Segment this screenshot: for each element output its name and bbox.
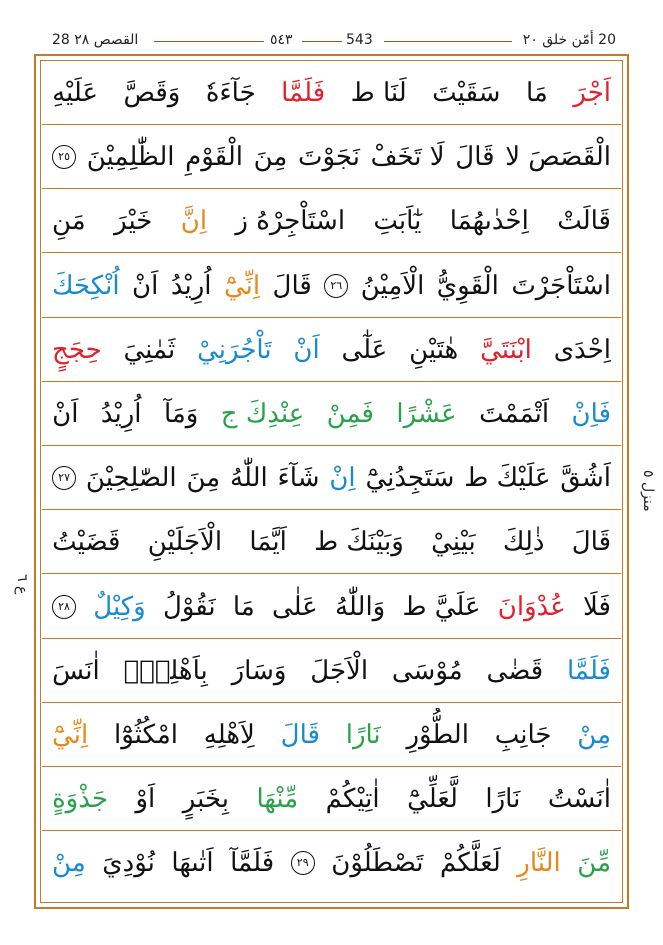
verse-word: مِنَ [186, 463, 221, 494]
verse-word: الْاَمِيْنُ [360, 270, 425, 301]
verse-line [42, 387, 621, 441]
verse-word: الْقَوِيُّ [436, 270, 499, 301]
verse-word: اُنْكِحَكَ [52, 270, 120, 301]
verse-word: اِحْدَى [553, 334, 611, 365]
verse-word: الْقَصَصَ لا [505, 142, 611, 173]
verse-word: امْكُثُوْٓا [113, 720, 178, 750]
verse-word: مَا [232, 591, 255, 622]
verse-word: مَا [525, 78, 548, 108]
verse-word: اَتْمَمْتَ [479, 399, 550, 429]
line-separator [42, 509, 621, 510]
verse-word: النَّارِ [517, 848, 561, 879]
line-separator [42, 252, 621, 253]
verse-line [42, 836, 621, 890]
line-separator [42, 766, 621, 767]
verse-word: مُوْسَى [391, 655, 463, 686]
line-separator [42, 445, 621, 446]
verse-line [42, 323, 621, 377]
verse-word: اَنْ [293, 334, 320, 365]
line-separator [42, 317, 621, 318]
verse-word: ذٰلِكَ [503, 527, 545, 558]
verse-word: وَقَصَّ [123, 78, 181, 108]
verse-word: فَلَمَّآ [230, 848, 275, 879]
verse-word: عَلَيْهِ [52, 78, 98, 108]
verse-word: بِاَهْلِهٖٓ [123, 655, 208, 686]
ayah-number-marker: ٢٨ [52, 595, 76, 619]
verse-word: عُدْوَانَ [497, 591, 566, 622]
ayah-number-marker: ٢٧ [52, 466, 76, 490]
verse-word: اِنِّيْٓ [223, 270, 261, 301]
verse-word: اَنْ [132, 270, 159, 301]
verse-word: اَشُقَّ [560, 463, 611, 494]
verse-word: اٰنَسْتُ [547, 784, 611, 815]
verse-word: مِنْ [52, 848, 86, 879]
ayah-number-marker: ٢٦ [324, 274, 348, 298]
verse-word: عِنْدِكَ ج [220, 399, 305, 429]
verse-word: الْاَجَلَ [310, 655, 369, 686]
line-separator [42, 830, 621, 831]
verse-word: وَاللّٰهُ [334, 591, 386, 622]
page-frame [34, 54, 629, 909]
line-separator [42, 124, 621, 125]
verse-word: عَلٰٓى [341, 334, 388, 365]
verse-word: الْاَجَلَيْنِ [147, 527, 223, 558]
verse-line [42, 194, 621, 248]
verse-word: الْقَوْمِ [185, 142, 243, 173]
verse-line [42, 130, 621, 184]
verse-word: مِنْ [577, 720, 611, 750]
verse-word: قَالَ [272, 270, 312, 301]
verse-word: قَالَ [455, 142, 495, 173]
juz-name: أمّن خلق ٢٠ [522, 32, 594, 48]
verse-word: بَيْنِيْ [431, 527, 476, 558]
verse-word: بِخَبَرٍ [182, 784, 229, 815]
verse-line [42, 66, 621, 120]
page-header [34, 30, 634, 52]
verse-word: نَجَوْتَ [298, 142, 360, 173]
verse-word: اِنِّيْٓ [52, 720, 89, 750]
verse-word: عَلَيَّ ط [402, 591, 481, 622]
verse-word: اَجْرَ [573, 78, 611, 108]
verse-word: فَمِنْ [326, 399, 374, 429]
verse-word: نُوْدِيَ [102, 848, 155, 879]
verse-word: فَلَمَّا [567, 655, 611, 686]
verse-word: وَكِيْلٌ [93, 591, 146, 622]
ruku-marker: ع ٦ [14, 574, 30, 595]
verse-word: الظّٰلِمِيْنَ [86, 142, 175, 173]
page-number: 543 [346, 32, 373, 48]
verse-word: نَقُوْلُ [162, 591, 216, 622]
verse-word: شَآءَ [277, 463, 320, 494]
verse-word: لَّعَلِّيْٓ [407, 784, 458, 815]
manzil-marker: منزل ٥ [640, 470, 656, 512]
header-rule-center [302, 41, 342, 42]
header-rule-left [154, 41, 264, 42]
verse-word: اَتٰىهَا [171, 848, 214, 879]
verse-word: مِنَ [253, 142, 288, 173]
verse-word: نَارًا [485, 784, 521, 815]
line-separator [42, 188, 621, 189]
verse-word: جَآءَهٗ [205, 78, 256, 108]
verse-word: مِّنْهَا [256, 784, 299, 815]
verse-word: لِاَهْلِهِ [203, 720, 255, 750]
verse-word: اٰنَسَ [52, 655, 100, 686]
verse-word: مَنِ [52, 206, 86, 237]
ayah-number-marker: ٢٩ [291, 851, 315, 875]
verse-word: اُرِيْدُ [100, 399, 142, 429]
line-separator [42, 702, 621, 703]
verse-word: هٰتَيْنِ [409, 334, 459, 365]
verse-line [42, 515, 621, 569]
verse-word: يٰٓاَبَتِ [373, 206, 422, 237]
line-separator [42, 381, 621, 382]
verse-word: قَضَيْتُ [52, 527, 121, 558]
surah-number: 28 [52, 32, 70, 48]
verse-word: وَسَارَ [231, 655, 287, 686]
verse-word: اَنْ [52, 399, 79, 429]
surah-name: القصص ٢٨ [74, 32, 139, 48]
verse-word: جَانِبِ [494, 720, 552, 750]
verse-word: اٰتِيْكُمْ [325, 784, 380, 815]
verse-word: عَلَيْكَ ط [464, 463, 551, 494]
verse-word: مِّنَ [577, 848, 611, 879]
verse-word: عَشْرًا [396, 399, 457, 429]
verse-word: فَلَا [583, 591, 611, 622]
verse-word: حِجَجٍ [52, 334, 102, 365]
verse-word: قَالَ [571, 527, 611, 558]
verse-word: الطُّوْرِ [406, 720, 469, 750]
verse-word: اَيَّمَا [249, 527, 287, 558]
verse-word: وَبَيْنَكَ ط [314, 527, 404, 558]
verse-word: اِنْ [329, 463, 356, 494]
verse-word: الصّٰلِحِيْنَ [85, 463, 177, 494]
verse-word: تَصْطَلُوْنَ [331, 848, 424, 879]
verse-word: لَنَا ط [350, 78, 407, 108]
verse-word: سَقَيْتَ [432, 78, 501, 108]
header-rule-right [384, 41, 512, 42]
juz-number: 20 [598, 32, 616, 48]
page-number-arabic: ٥٤٣ [270, 32, 293, 48]
verse-line [42, 644, 621, 698]
verse-word: فَاِنْ [571, 399, 611, 429]
verse-word: نَارًا [345, 720, 381, 750]
verse-word: فَلَمَّا [281, 78, 326, 108]
verse-word: اَوْ [135, 784, 156, 815]
verse-word: اسْتَاْجِرْهُ ز [235, 206, 346, 237]
ayah-number-marker: ٢٥ [52, 145, 76, 169]
verse-line [42, 451, 621, 505]
verse-word: اسْتَاْجَرْتَ [511, 270, 611, 301]
verse-word: ابْنَتَيَّ [480, 334, 532, 365]
verse-word: لَعَلَّكُمْ [440, 848, 501, 879]
verse-word: اِحْدٰىهُمَا [449, 206, 529, 237]
verse-word: جَذْوَةٍ [52, 784, 108, 815]
verse-word: قَضٰى [486, 655, 544, 686]
surah-title [52, 32, 138, 48]
verse-word: عَلٰى [271, 591, 318, 622]
verse-word: اللّٰهُ [230, 463, 268, 494]
verse-line [42, 259, 621, 313]
line-separator [42, 573, 621, 574]
verse-word: اِنَّ [180, 206, 208, 237]
verse-line [42, 772, 621, 826]
line-separator [42, 638, 621, 639]
verse-word: سَتَجِدُنِيْٓ [365, 463, 455, 494]
verse-word: لَا تَخَفْ [370, 142, 445, 173]
verse-word: اُرِيْدُ [170, 270, 212, 301]
juz-title [523, 32, 616, 48]
verse-word: قَالَتْ [557, 206, 611, 237]
verse-word: قَالَ [280, 720, 320, 750]
verse-line [42, 708, 621, 762]
verse-word: ثَمٰنِيَ [123, 334, 176, 365]
verse-line [42, 580, 621, 634]
verse-word: خَيْرَ [114, 206, 153, 237]
verse-word: تَاْجُرَنِيْ [197, 334, 272, 365]
verse-word: وَمَآ [163, 399, 199, 429]
